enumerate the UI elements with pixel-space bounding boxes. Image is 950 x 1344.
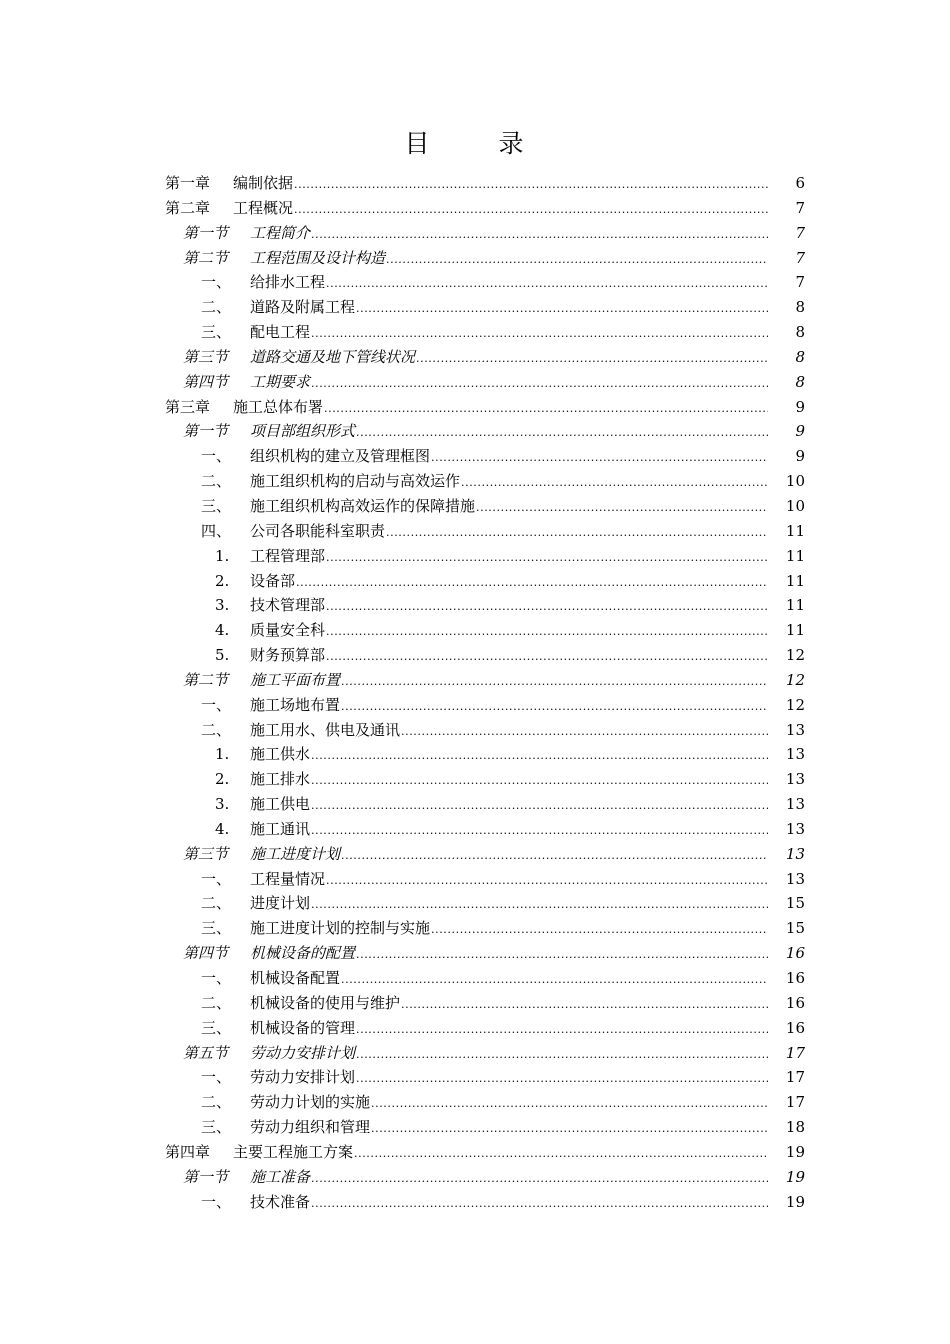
toc-entry-text — [250, 1165, 768, 1192]
toc-entry-item[interactable] — [165, 270, 805, 295]
toc-entry-label: 工期要求 — [250, 372, 311, 391]
toc-dot-leader — [311, 819, 768, 844]
toc-dot-leader — [341, 844, 768, 869]
toc-entry-number: 一、 — [201, 273, 232, 292]
toc-entry-item[interactable] — [165, 693, 805, 718]
toc-entry-page-number: 6 — [795, 174, 805, 192]
toc-entry-label: 施工供水 — [250, 745, 311, 764]
toc-entry-page-number: 19 — [785, 1192, 805, 1211]
toc-entry-label: 施工通讯 — [250, 819, 311, 838]
toc-entry-page-number: 8 — [795, 298, 805, 317]
toc-entry-number: 一、 — [201, 695, 232, 714]
toc-entry-text — [250, 742, 768, 769]
toc-dot-leader — [296, 571, 768, 596]
toc-entry-text — [250, 419, 768, 446]
toc-dot-leader — [356, 1067, 768, 1092]
toc-entry-page-number: 11 — [785, 521, 805, 540]
toc-entry-sub[interactable] — [165, 817, 805, 842]
toc-entry-label: 施工供电 — [250, 795, 311, 814]
toc-dot-leader — [294, 198, 768, 223]
toc-entry-text — [233, 1140, 768, 1167]
toc-entry-chapter[interactable] — [165, 1140, 805, 1165]
toc-entry-label: 配电工程 — [250, 323, 311, 342]
toc-entry-page-number: 8 — [795, 323, 805, 342]
toc-entry-label: 工程管理部 — [250, 546, 326, 565]
toc-entry-section[interactable] — [165, 668, 805, 693]
toc-entry-number: 第二节 — [183, 670, 229, 689]
toc-entry-section[interactable] — [165, 842, 805, 867]
toc-entry-number: 三、 — [201, 1018, 232, 1037]
toc-entry-number: 二、 — [201, 298, 232, 317]
toc-entry-text — [250, 370, 768, 397]
toc-entry-section[interactable] — [165, 1041, 805, 1066]
toc-entry-number: 三、 — [201, 323, 232, 342]
toc-entry-page-number: 9 — [795, 422, 805, 441]
toc-entry-label: 财务预算部 — [250, 646, 326, 665]
toc-entry-page-number: 16 — [785, 944, 805, 963]
toc-entry-text — [250, 246, 768, 273]
toc-entry-text — [250, 544, 768, 571]
toc-entry-section[interactable] — [165, 246, 805, 271]
toc-dot-leader — [371, 1092, 768, 1117]
toc-entry-text — [233, 171, 768, 198]
toc-entry-section[interactable] — [165, 419, 805, 444]
toc-entry-label: 设备部 — [250, 571, 296, 590]
toc-entry-item[interactable] — [165, 444, 805, 469]
toc-entry-page-number: 13 — [785, 795, 805, 814]
toc-entry-number: 第一节 — [183, 1167, 229, 1186]
toc-entry-chapter[interactable] — [165, 395, 805, 420]
toc-entry-text — [250, 469, 768, 496]
toc-entry-page-number: 11 — [785, 621, 805, 640]
toc-entry-page-number: 11 — [785, 546, 805, 565]
toc-dot-leader — [386, 248, 768, 273]
toc-dot-leader — [356, 297, 768, 322]
toc-dot-leader — [431, 918, 768, 943]
toc-dot-leader — [371, 1117, 768, 1142]
toc-entry-text — [250, 494, 768, 521]
toc-entry-page-number: 13 — [785, 869, 805, 888]
toc-dot-leader — [401, 720, 768, 745]
toc-entry-text — [250, 519, 768, 546]
toc-dot-leader — [311, 744, 768, 769]
toc-entry-number: 第二章 — [165, 198, 211, 217]
toc-entry-number: 四、 — [201, 521, 232, 540]
toc-dot-leader — [356, 1043, 768, 1068]
toc-entry-text — [250, 345, 768, 372]
toc-entry-label: 施工进度计划 — [250, 844, 341, 863]
toc-entry-label: 机械设备的使用与维护 — [250, 993, 401, 1012]
toc-dot-leader — [326, 595, 768, 620]
toc-entry-page-number: 13 — [785, 844, 805, 863]
toc-entry-number: 一、 — [201, 1192, 232, 1211]
toc-entry-text — [233, 196, 768, 223]
toc-entry-text — [250, 593, 768, 620]
toc-entry-sub[interactable] — [165, 742, 805, 767]
table-of-contents — [165, 171, 805, 1214]
toc-entry-page-number: 13 — [785, 819, 805, 838]
toc-entry-label: 施工组织机构高效运作的保障措施 — [250, 496, 476, 515]
toc-entry-item[interactable] — [165, 494, 805, 519]
toc-entry-text — [250, 792, 768, 819]
toc-dot-leader — [354, 1142, 768, 1167]
toc-entry-item[interactable] — [165, 1190, 805, 1215]
toc-entry-label: 质量安全科 — [250, 621, 326, 640]
toc-entry-sub[interactable] — [165, 618, 805, 643]
toc-dot-leader — [311, 1167, 768, 1192]
toc-entry-item[interactable] — [165, 295, 805, 320]
toc-entry-text — [250, 668, 768, 695]
toc-entry-page-number: 19 — [785, 1142, 805, 1161]
toc-entry-item[interactable] — [165, 718, 805, 743]
toc-dot-leader — [326, 645, 768, 670]
toc-entry-item[interactable] — [165, 1115, 805, 1140]
toc-entry-page-number: 18 — [785, 1118, 805, 1137]
toc-title: 目 录 — [404, 129, 546, 158]
toc-entry-item[interactable] — [165, 991, 805, 1016]
toc-entry-label: 组织机构的建立及管理框图 — [250, 447, 431, 466]
toc-entry-text — [250, 916, 768, 943]
toc-dot-leader — [416, 347, 768, 372]
toc-entry-number: 一、 — [201, 1068, 232, 1087]
toc-entry-label: 工程范围及设计构造 — [250, 248, 386, 267]
toc-entry-text — [250, 618, 768, 645]
toc-entry-number: 第四节 — [183, 944, 229, 963]
toc-entry-page-number: 7 — [795, 248, 805, 267]
toc-entry-section[interactable] — [165, 345, 805, 370]
toc-entry-chapter[interactable] — [165, 171, 805, 196]
toc-dot-leader — [356, 421, 768, 446]
toc-entry-label: 施工组织机构的启动与高效运作 — [250, 472, 461, 491]
toc-dot-leader — [386, 521, 768, 546]
toc-dot-leader — [341, 670, 768, 695]
toc-dot-leader — [311, 372, 768, 397]
toc-dot-leader — [356, 1018, 768, 1043]
toc-entry-number: 三、 — [201, 1118, 232, 1137]
toc-entry-page-number: 16 — [785, 969, 805, 987]
toc-entry-text — [250, 718, 768, 745]
toc-dot-leader — [326, 869, 768, 894]
toc-entry-number: 第四章 — [165, 1142, 211, 1161]
toc-dot-leader — [431, 446, 768, 471]
toc-entry-number: 3. — [215, 596, 230, 615]
toc-entry-text — [250, 569, 768, 596]
toc-entry-page-number: 16 — [785, 993, 805, 1012]
toc-entry-section[interactable] — [165, 941, 805, 966]
toc-entry-chapter[interactable] — [165, 196, 805, 221]
toc-entry-label: 施工排水 — [250, 770, 311, 789]
toc-entry-label: 工程概况 — [233, 198, 294, 217]
toc-dot-leader — [311, 794, 768, 819]
toc-entry-text — [250, 295, 768, 322]
toc-entry-number: 4. — [215, 819, 230, 838]
toc-entry-sub[interactable] — [165, 544, 805, 569]
toc-entry-text — [250, 693, 768, 720]
toc-entry-text — [250, 270, 768, 297]
toc-entry-number: 第一节 — [183, 223, 229, 242]
toc-entry-label: 劳动力安排计划 — [250, 1068, 356, 1087]
toc-entry-item[interactable] — [165, 966, 805, 991]
toc-entry-page-number: 11 — [785, 571, 805, 590]
toc-entry-text — [250, 444, 768, 471]
toc-entry-page-number: 13 — [785, 745, 805, 764]
toc-entry-page-number: 17 — [785, 1093, 805, 1112]
toc-entry-text — [250, 1065, 768, 1092]
toc-entry-number: 一、 — [201, 969, 232, 987]
toc-entry-number: 二、 — [201, 993, 232, 1012]
toc-entry-number: 第四节 — [183, 372, 229, 391]
toc-entry-section[interactable] — [165, 370, 805, 395]
toc-entry-label: 机械设备的配置 — [250, 944, 356, 963]
toc-entry-page-number: 9 — [795, 447, 805, 466]
toc-entry-item[interactable] — [165, 916, 805, 941]
toc-entry-number: 4. — [215, 621, 230, 640]
toc-entry-item[interactable] — [165, 519, 805, 544]
toc-entry-page-number: 7 — [795, 273, 805, 292]
toc-dot-leader — [356, 943, 768, 968]
toc-entry-text — [233, 395, 768, 422]
toc-dot-leader — [476, 496, 768, 521]
toc-dot-leader — [311, 322, 768, 347]
toc-entry-label: 工程量情况 — [250, 869, 326, 888]
toc-entry-item[interactable] — [165, 1090, 805, 1115]
toc-entry-label: 劳动力安排计划 — [250, 1043, 356, 1062]
toc-entry-number: 第三节 — [183, 844, 229, 863]
toc-entry-number: 一、 — [201, 447, 232, 466]
toc-entry-text — [250, 1090, 768, 1117]
toc-entry-number: 三、 — [201, 919, 232, 938]
toc-entry-sub[interactable] — [165, 569, 805, 594]
toc-entry-label: 施工准备 — [250, 1167, 311, 1186]
toc-entry-page-number: 7 — [795, 198, 805, 217]
toc-entry-number: 第三节 — [183, 347, 229, 366]
toc-entry-label: 施工平面布置 — [250, 670, 341, 689]
toc-entry-item[interactable] — [165, 891, 805, 916]
toc-entry-text — [250, 867, 768, 894]
toc-entry-page-number: 12 — [785, 646, 805, 665]
toc-dot-leader — [341, 695, 768, 720]
toc-entry-number: 第三章 — [165, 397, 211, 416]
toc-entry-number: 一、 — [201, 869, 232, 888]
toc-entry-text — [250, 941, 768, 968]
toc-dot-leader — [311, 893, 768, 918]
toc-entry-page-number: 11 — [785, 596, 805, 615]
toc-dot-leader — [311, 769, 768, 794]
toc-entry-page-number: 8 — [795, 347, 805, 366]
toc-entry-text — [250, 1115, 768, 1142]
toc-entry-label: 道路及附属工程 — [250, 298, 356, 317]
toc-entry-number: 二、 — [201, 472, 232, 491]
toc-entry-page-number: 17 — [785, 1043, 805, 1062]
toc-entry-number: 1. — [215, 546, 230, 565]
toc-entry-number: 2. — [215, 770, 230, 789]
toc-entry-label: 技术准备 — [250, 1192, 311, 1211]
toc-entry-page-number: 17 — [785, 1068, 805, 1087]
toc-entry-label: 主要工程施工方案 — [233, 1142, 354, 1161]
toc-entry-item[interactable] — [165, 320, 805, 345]
toc-entry-number: 3. — [215, 795, 230, 814]
toc-entry-text — [250, 842, 768, 869]
toc-entry-label: 劳动力计划的实施 — [250, 1093, 371, 1112]
toc-entry-number: 二、 — [201, 720, 232, 739]
toc-entry-number: 1. — [215, 745, 230, 764]
toc-entry-label: 机械设备的管理 — [250, 1018, 356, 1037]
toc-dot-leader — [324, 397, 768, 422]
toc-entry-label: 劳动力组织和管理 — [250, 1118, 371, 1137]
toc-entry-number: 二、 — [201, 1093, 232, 1112]
toc-entry-number: 二、 — [201, 894, 232, 913]
toc-entry-item[interactable] — [165, 469, 805, 494]
toc-entry-label: 道路交通及地下管线状况 — [250, 347, 416, 366]
toc-entry-page-number: 9 — [795, 397, 805, 416]
toc-dot-leader — [341, 968, 768, 993]
toc-entry-label: 工程简介 — [250, 223, 311, 242]
toc-entry-text — [250, 817, 768, 844]
toc-entry-text — [250, 891, 768, 918]
toc-entry-label: 机械设备配置 — [250, 969, 341, 987]
toc-entry-item[interactable] — [165, 1016, 805, 1041]
toc-entry-page-number: 12 — [785, 695, 805, 714]
toc-entry-label: 进度计划 — [250, 894, 311, 913]
toc-entry-label: 编制依据 — [233, 174, 294, 192]
toc-entry-item[interactable] — [165, 867, 805, 892]
toc-entry-number: 三、 — [201, 496, 232, 515]
toc-entry-text — [250, 966, 768, 993]
toc-dot-leader — [311, 1192, 768, 1217]
toc-entry-page-number: 7 — [795, 223, 805, 242]
toc-entry-label: 项目部组织形式 — [250, 422, 356, 441]
toc-entry-sub[interactable] — [165, 767, 805, 792]
toc-entry-label: 给排水工程 — [250, 273, 326, 292]
toc-entry-number: 5. — [215, 646, 230, 665]
toc-dot-leader — [461, 471, 768, 496]
toc-entry-section[interactable] — [165, 1165, 805, 1190]
toc-entry-number: 第五节 — [183, 1043, 229, 1062]
toc-entry-page-number: 13 — [785, 720, 805, 739]
toc-entry-label: 公司各职能科室职责 — [250, 521, 386, 540]
toc-entry-page-number: 8 — [795, 372, 805, 391]
toc-entry-item[interactable] — [165, 1065, 805, 1090]
toc-entry-label: 技术管理部 — [250, 596, 326, 615]
toc-entry-text — [250, 767, 768, 794]
toc-entry-page-number: 13 — [785, 770, 805, 789]
toc-entry-text — [250, 320, 768, 347]
toc-entry-number: 第二节 — [183, 248, 229, 267]
toc-entry-section[interactable] — [165, 221, 805, 246]
toc-entry-page-number: 10 — [785, 472, 805, 491]
toc-entry-text — [250, 221, 768, 248]
toc-entry-text — [250, 1041, 768, 1068]
toc-entry-page-number: 15 — [785, 919, 805, 938]
toc-entry-page-number: 10 — [785, 496, 805, 515]
toc-entry-text — [250, 643, 768, 670]
toc-entry-number: 第一节 — [183, 422, 229, 441]
toc-entry-sub[interactable] — [165, 792, 805, 817]
toc-entry-label: 施工用水、供电及通讯 — [250, 720, 401, 739]
toc-entry-sub[interactable] — [165, 593, 805, 618]
toc-entry-text — [250, 1016, 768, 1043]
toc-entry-text — [250, 1190, 768, 1217]
toc-dot-leader — [326, 546, 768, 571]
toc-dot-leader — [401, 993, 768, 1018]
toc-entry-label: 施工进度计划的控制与实施 — [250, 919, 431, 938]
toc-entry-page-number: 19 — [785, 1167, 805, 1186]
toc-entry-page-number: 16 — [785, 1018, 805, 1037]
toc-entry-page-number: 12 — [785, 670, 805, 689]
toc-dot-leader — [311, 223, 768, 248]
toc-entry-number: 2. — [215, 571, 230, 590]
toc-entry-label: 施工总体布署 — [233, 397, 324, 416]
toc-entry-sub[interactable] — [165, 643, 805, 668]
toc-dot-leader — [326, 272, 768, 297]
toc-entry-page-number: 15 — [785, 894, 805, 913]
toc-entry-label: 施工场地布置 — [250, 695, 341, 714]
toc-entry-text — [250, 991, 768, 1018]
toc-dot-leader — [326, 620, 768, 645]
toc-dot-leader — [294, 173, 768, 198]
toc-entry-number: 第一章 — [165, 174, 211, 192]
